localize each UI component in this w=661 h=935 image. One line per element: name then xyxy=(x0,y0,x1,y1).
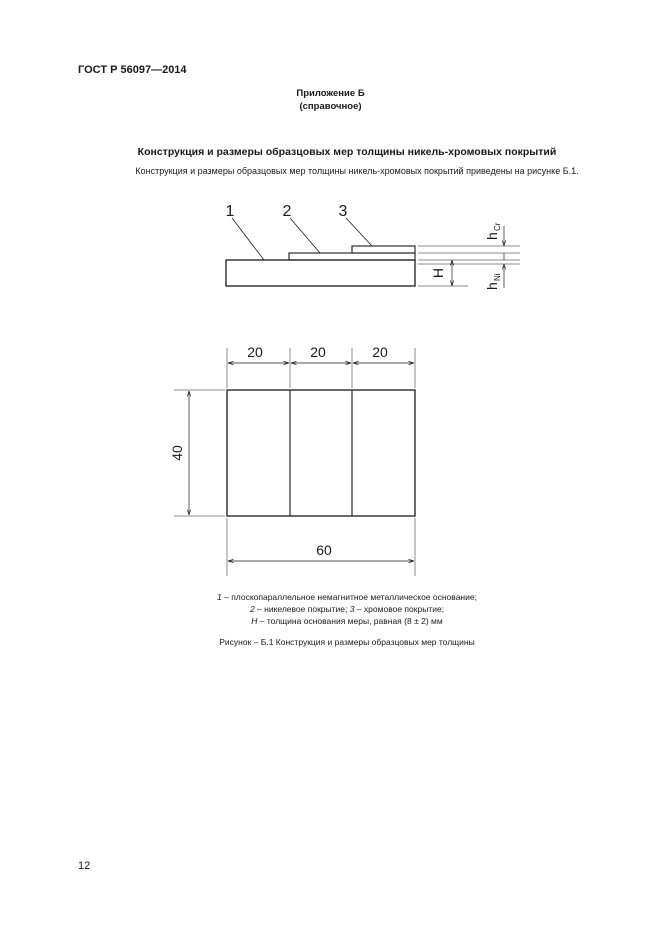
label-hni xyxy=(484,273,502,290)
svg-text:Cr: Cr xyxy=(493,222,502,231)
leader-2 xyxy=(290,218,320,253)
standard-header: ГОСТ Р 56097—2014 xyxy=(78,64,187,76)
figure-caption: Рисунок – Б.1 Конструкция и размеры образцовых мер толщины xyxy=(219,637,475,647)
callout-3: 3 xyxy=(338,203,348,220)
label-H: H xyxy=(430,267,446,279)
annex-status: (справочное) xyxy=(299,101,362,112)
svg-text:Ni: Ni xyxy=(493,273,502,281)
plate-outline xyxy=(227,390,415,516)
section-intro: Конструкция и размеры образцовых мер толщины никель-хромовых покрытий приведены на рисунке Б.1. xyxy=(135,166,579,176)
section-title: Конструкция и размеры образцовых мер толщины никель-хромовых покрытий xyxy=(137,146,557,158)
page-number: 12 xyxy=(78,860,91,872)
label-hcr xyxy=(484,222,502,240)
annex-title: Приложение Б xyxy=(296,88,365,99)
legend-line-1: 1 – плоскопараллельное немагнитное металлическое основание; xyxy=(217,592,477,602)
top-view xyxy=(174,348,415,576)
base-plate xyxy=(226,260,415,286)
leader-3 xyxy=(346,218,372,246)
chromium-layer xyxy=(352,246,415,253)
legend-line-2: 2 – никелевое покрытие; 3 – хромовое покрытие; xyxy=(249,604,445,614)
svg-text:h: h xyxy=(484,232,500,240)
callout-1: 1 xyxy=(225,203,235,220)
side-view xyxy=(226,218,520,288)
dim-width-3: 20 xyxy=(372,344,388,360)
nickel-layer xyxy=(289,253,415,260)
callout-2: 2 xyxy=(282,203,292,220)
leader-1 xyxy=(232,218,264,260)
dim-total: 60 xyxy=(316,542,332,558)
dim-width-2: 20 xyxy=(310,344,326,360)
dim-width-1: 20 xyxy=(247,344,263,360)
legend-line-3: H – толщина основания меры, равная (8 ± 2) мм xyxy=(251,616,443,626)
dim-height: 40 xyxy=(169,445,185,461)
svg-text:h: h xyxy=(484,282,500,290)
